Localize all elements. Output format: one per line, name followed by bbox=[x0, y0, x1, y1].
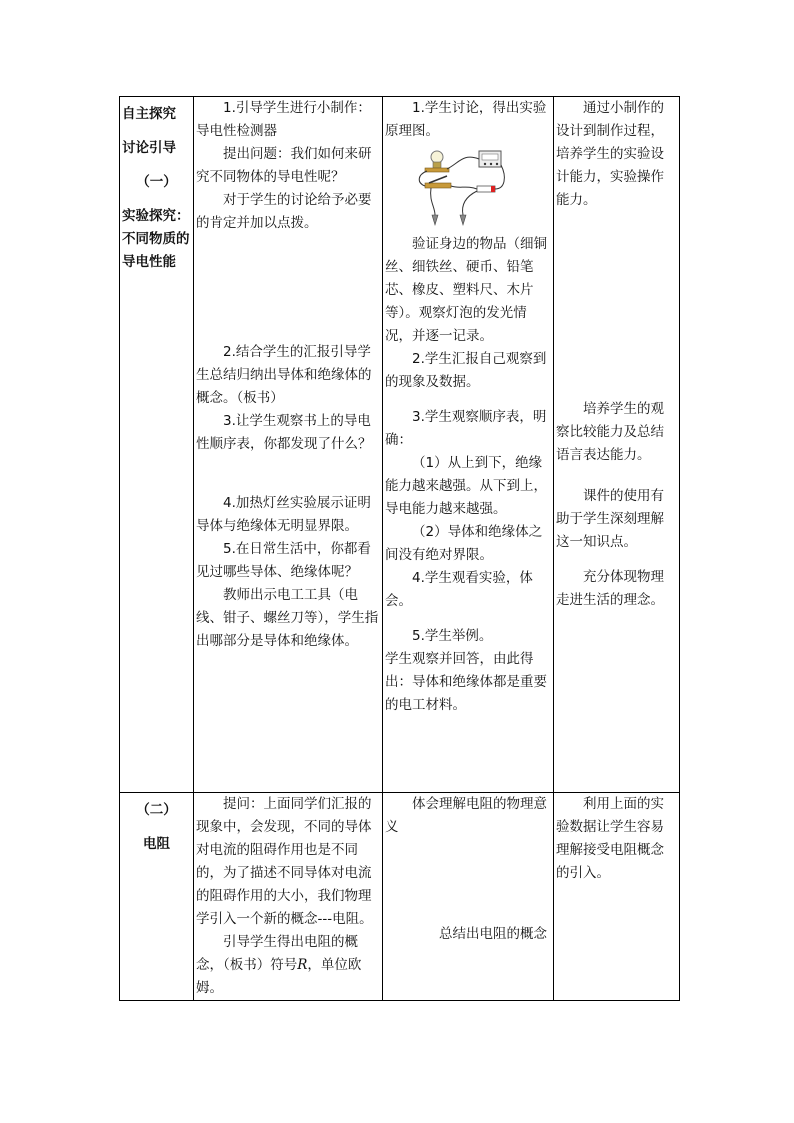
stage-line: 电阻 bbox=[143, 836, 170, 852]
text-paragraph: 教师出示电工工具（电线、钳子、螺丝刀等），学生指出哪部分是导体和绝缘体。 bbox=[196, 587, 379, 649]
design-intent-cell bbox=[554, 793, 680, 1001]
text-paragraph: 2.结合学生的汇报引导学生总结归纳出导体和绝缘体的概念。（板书） bbox=[196, 344, 372, 406]
student-activity-cell bbox=[383, 793, 554, 1001]
text-paragraph: （1）从上到下，绝缘能力越来越强。从下到上，导电能力越来越强。 bbox=[385, 455, 547, 517]
stage-cell bbox=[120, 793, 194, 1001]
table-row bbox=[120, 793, 680, 1001]
text-paragraph: 培养学生的观察比较能力及总结语言表达能力。 bbox=[556, 401, 664, 463]
text-paragraph: 提问：上面同学们汇报的现象中，会发现，不同的导体对电流的阻碍作用也是不同的，为了描述不同导体对电流的阻碍作用的大小，我们物理学引入一个新的概念---电阻。 bbox=[196, 796, 373, 927]
student-activity-cell bbox=[383, 97, 554, 793]
text-paragraph: 课件的使用有助于学生深刻理解这一知识点。 bbox=[556, 488, 664, 550]
text-paragraph: 5.在日常生活中，你都看见过哪些导体、绝缘体呢？ bbox=[196, 541, 371, 580]
stage-line: （一） bbox=[136, 174, 177, 190]
text-paragraph: 4.学生观看实验，体会。 bbox=[385, 570, 533, 609]
text-paragraph: 充分体现物理走进生活的理念。 bbox=[556, 569, 664, 608]
text-paragraph: 验证身边的物品（细铜丝、细铁丝、硬币、铅笔芯、橡皮、塑料尺、木片等）。观察灯泡的发光情况，并逐一记录。 bbox=[385, 236, 547, 344]
text-run: ，单位欧姆。 bbox=[196, 957, 362, 996]
text-paragraph bbox=[196, 931, 380, 1000]
stage-line: 讨论引导 bbox=[122, 140, 176, 156]
resistance-symbol: R bbox=[297, 957, 308, 973]
text-paragraph: 3.学生观察顺序表，明确： bbox=[385, 409, 547, 448]
text-paragraph: 总结出电阻的概念 bbox=[439, 926, 547, 942]
text-paragraph: 1.引导学生进行小制作：导电性检测器 bbox=[196, 100, 371, 139]
text-paragraph: 对于学生的讨论给予必要的肯定并加以点拨。 bbox=[196, 192, 372, 231]
teacher-activity-cell bbox=[194, 97, 383, 793]
lesson-plan-table bbox=[119, 96, 680, 1001]
text-paragraph: 利用上面的实验数据让学生容易理解接受电阻概念的引入。 bbox=[556, 796, 664, 881]
teacher-activity-cell bbox=[194, 793, 383, 1001]
circuit-diagram-image bbox=[411, 145, 507, 227]
stage-line: （二） bbox=[136, 802, 177, 818]
text-paragraph: 3.让学生观察书上的导电性顺序表，你都发现了什么？ bbox=[196, 413, 372, 452]
text-paragraph: 体会理解电阻的物理意义 bbox=[385, 796, 547, 835]
text-paragraph: （2）导体和绝缘体之间没有绝对界限。 bbox=[385, 524, 543, 563]
design-intent-cell bbox=[554, 97, 680, 793]
text-run: 引导学生得出电阻的概念，（板书）符号 bbox=[196, 934, 358, 973]
stage-cell bbox=[120, 97, 194, 793]
text-paragraph: 4.加热灯丝实验展示证明导体与绝缘体无明显界限。 bbox=[196, 495, 371, 534]
text-paragraph: 2.学生汇报自己观察到的现象及数据。 bbox=[385, 351, 547, 390]
text-paragraph: 提出问题：我们如何来研究不同物体的导电性呢？ bbox=[196, 146, 372, 185]
text-paragraph: 通过小制作的设计到制作过程，培养学生的实验设计能力，实验操作能力。 bbox=[556, 100, 664, 208]
stage-line: 自主探究 bbox=[122, 106, 176, 122]
text-paragraph: 5.学生举例。 bbox=[412, 628, 493, 644]
text-paragraph: 1.学生讨论，得出实验原理图。 bbox=[385, 100, 547, 139]
text-paragraph: 学生观察并回答，由此得出：导体和绝缘体都是重要的电工材料。 bbox=[385, 651, 547, 713]
stage-line: 实验探究：不同物质的导电性能 bbox=[122, 208, 190, 270]
table-row bbox=[120, 97, 680, 793]
